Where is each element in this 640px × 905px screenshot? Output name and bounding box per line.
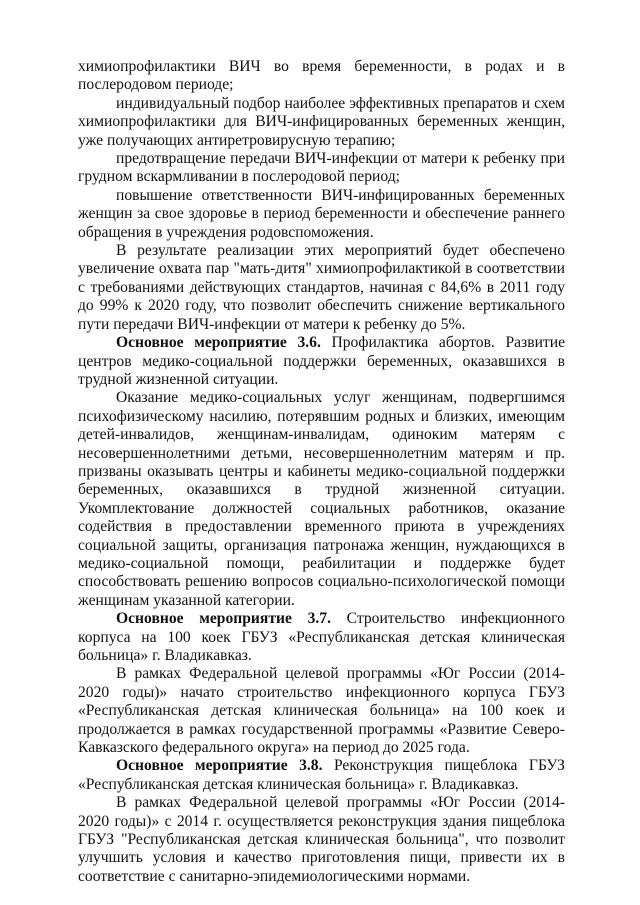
measure-3-8-text: Реконструкция пищеблока ГБУЗ «Республиканская детская клиническая больница» г. Владикавказ. [78,757,565,793]
measure-3-7-text: Строительство инфекционного корпуса на 100 коек ГБУЗ «Республиканская детская клиническая больница» г. Владикавказ. [78,610,565,664]
paragraph-measure-3-8 [78,757,565,794]
paragraph-measure-3-7 [78,610,565,665]
paragraph-construction: В рамках Федеральной целевой программы «Юг России (2014-2020 годы)» начато строительство инфекционного корпуса ГБУЗ «Республиканская детская клиническая больница» на 100 коек и продолжается в рамках государственной программы «Развитие Северо-Кавказского федерального округа» на период до 2025 года. [78,665,565,757]
measure-3-7-heading: Основное мероприятие 3.7. [116,610,331,628]
paragraph-responsibility: повышение ответственности ВИЧ-инфицированных беременных женщин за свое здоровье в период беременности и обеспечение раннего обращения в учреждения родовспоможения. [78,186,565,241]
document-page [78,58,565,886]
paragraph-results: В результате реализации этих мероприятий будет обеспечено увеличение охвата пар "мать-дитя" химиопрофилактикой в соответствии с требованиями действующих стандартов, начиная с 84,6% в 2011 году до 99% к 2020 году, что позволит обеспечить снижение вертикального пути передачи ВИЧ-инфекции от матери к ребенку до 5%. [78,242,565,333]
paragraph-hiv-prophylaxis-continued: химиопрофилактики ВИЧ во время беременности, в родах и в послеродовом периоде; [78,58,565,94]
paragraph-reconstruction: В рамках Федеральной целевой программы «Юг России (2014-2020 годы)» с 2014 г. осуществляется реконструкция здания пищеблока ГБУЗ "Республиканская детская клиническая больница", что позволит улучшить условия и качество приготовления пищи, привести их в соответствие с санитарно-эпидемиологическими нормами. [78,794,565,885]
paragraph-measure-3-6 [78,334,565,389]
paragraph-breastfeeding-prevention: предотвращение передачи ВИЧ-инфекции от матери к ребенку при грудном вскармливании в послеродовой период; [78,150,565,186]
measure-3-8-heading: Основное мероприятие 3.8. [116,757,323,775]
paragraph-social-services: Оказание медико-социальных услуг женщинам, подвергшимся психофизическому насилию, потерявшим родных и близких, имеющим детей-инвалидов, женщинам-инвалидам, одиноким матерям с несовершеннолетними детьми, несовершеннолетним матерям и пр. призваны оказывать центры и кабинеты медико-социальной поддержки беременных, оказавшихся в трудной жизненной ситуации. Укомплектование должностей социальных работников, оказание содействия в предоставлении временного приюта в учреждениях социальной защиты, организация патронажа женщин, нуждающихся в медико-социальной помощи, реабилитации и поддержке будет способствовать решению вопросов социально-психологической помощи женщинам указанной категории. [78,389,565,609]
measure-3-6-heading: Основное мероприятие 3.6. [116,334,321,352]
paragraph-individual-selection: индивидуальный подбор наиболее эффективных препаратов и схем химиопрофилактики для ВИЧ-инфицированных беременных женщин, уже получающих антиретровирусную терапию; [78,94,565,149]
measure-3-6-text: Профилактика абортов. Развитие центров медико-социальной поддержки беременных, оказавшихся в трудной жизненной ситуации. [78,334,565,388]
